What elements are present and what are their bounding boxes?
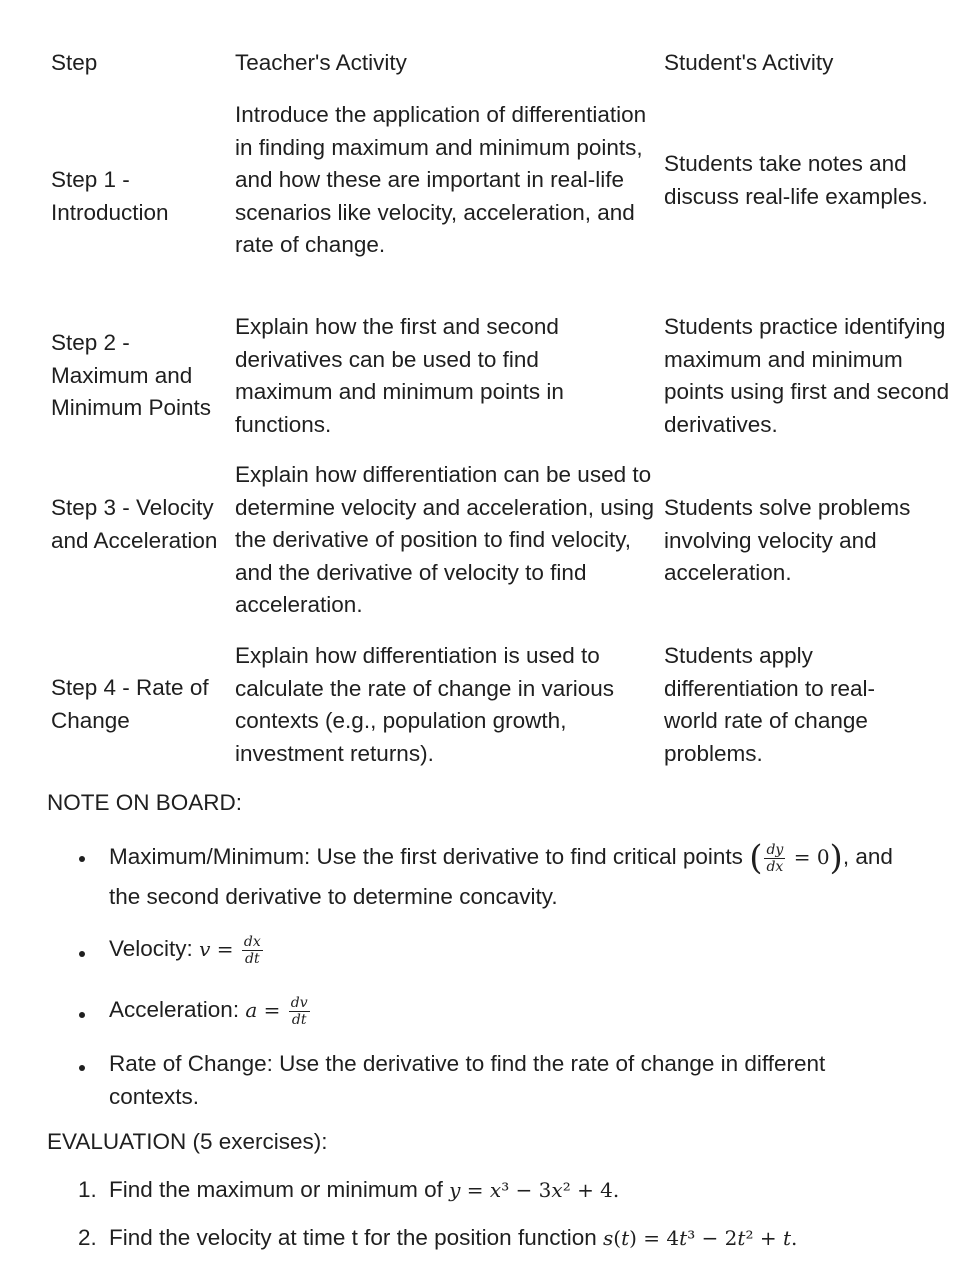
- header-teacher-activity: Teacher's Activity: [235, 50, 407, 75]
- bullet-dot: [79, 1065, 85, 1071]
- step-cell-1: Step 1 - Introduction: [51, 167, 169, 225]
- list-item-text: Find the velocity at time t for the position function: [109, 1225, 597, 1250]
- teacher-cell-4: Explain how differentiation is used to calculate the rate of change in various contexts (e.g., population growth, investment returns).: [235, 643, 614, 766]
- note-acceleration: Acceleration: a = $\frac{dv}{dt}$: [109, 994, 308, 1028]
- note-velocity: Velocity: v = $\frac{dx}{dt}$: [109, 933, 261, 967]
- student-cell-3: Students solve problems involving velocity and acceleration.: [664, 495, 911, 585]
- math-paren-open: (: [749, 838, 763, 879]
- step-cell-3: Step 3 - Velocity and Acceleration: [51, 495, 218, 553]
- list-item: 2. Find the velocity at time t for the position function s(t) = 4t³ − 2t² + t.: [78, 1222, 938, 1254]
- math-fraction-dv-dt: $\frac{dv}{dt}$: [290, 994, 308, 1028]
- note-maxmin-tail: , and: [842, 844, 893, 869]
- evaluation-title: EVALUATION (5 exercises):: [47, 1129, 328, 1154]
- list-item-number: 1.: [78, 1177, 97, 1202]
- note-velocity-label: Velocity:: [109, 936, 193, 961]
- header-student-activity: Student's Activity: [664, 50, 834, 75]
- student-cell-4: Students apply differentiation to real-world rate of change problems.: [664, 643, 875, 766]
- math-a: a: [245, 998, 258, 1022]
- list-item: 1. Find the maximum or minimum of y = x³ − 3x² + 4.: [78, 1174, 938, 1206]
- math-paren-close: ): [829, 838, 843, 879]
- math-expression-2: s: [603, 1226, 614, 1250]
- math-v: v: [199, 937, 211, 961]
- header-step: Step: [51, 50, 98, 75]
- student-cell-1: Students take notes and discuss real-life examples.: [664, 151, 928, 209]
- step-cell-4: Step 4 - Rate of Change: [51, 675, 209, 733]
- math-equals-zero: = 0: [787, 845, 830, 869]
- math-expression-1: y: [449, 1178, 461, 1202]
- note-title: NOTE ON BOARD:: [47, 790, 243, 815]
- list-item-text: Find the maximum or minimum of: [109, 1177, 443, 1202]
- teacher-cell-1: Introduce the application of differentiation in finding maximum and minimum points, and how these are important in real-life scenarios like velocity, acceleration, and rate of change.: [235, 102, 647, 257]
- bullet-dot: [79, 856, 85, 862]
- note-maxmin-text: Maximum/Minimum: Use the first derivative to find critical points: [109, 844, 743, 869]
- list-item-number: 2.: [78, 1225, 97, 1250]
- teacher-cell-3: Explain how differentiation can be used to determine velocity and acceleration, using the derivative of position to find velocity, and the derivative of velocity to find acceleration.: [235, 462, 654, 617]
- note-maxmin: [109, 837, 949, 877]
- student-cell-2: Students practice identifying maximum and minimum points using first and second derivatives.: [664, 314, 950, 437]
- step-cell-2: Step 2 - Maximum and Minimum Points: [51, 330, 212, 420]
- bullet-dot: [79, 1012, 85, 1018]
- note-rate: Rate of Change: Use the derivative to find the rate of change in different contexts.: [109, 1051, 826, 1109]
- note-acceleration-label: Acceleration:: [109, 997, 240, 1022]
- bullet-dot: [79, 951, 85, 957]
- math-fraction-dx-dt: $\frac{dx}{dt}$: [243, 933, 261, 967]
- teacher-cell-2: Explain how the first and second derivatives can be used to find maximum and minimum points in functions.: [235, 314, 564, 437]
- note-maxmin-line2: the second derivative to determine concavity.: [109, 884, 558, 909]
- math-fraction-dy-dx: $\frac{dy}{dx}$: [766, 841, 784, 875]
